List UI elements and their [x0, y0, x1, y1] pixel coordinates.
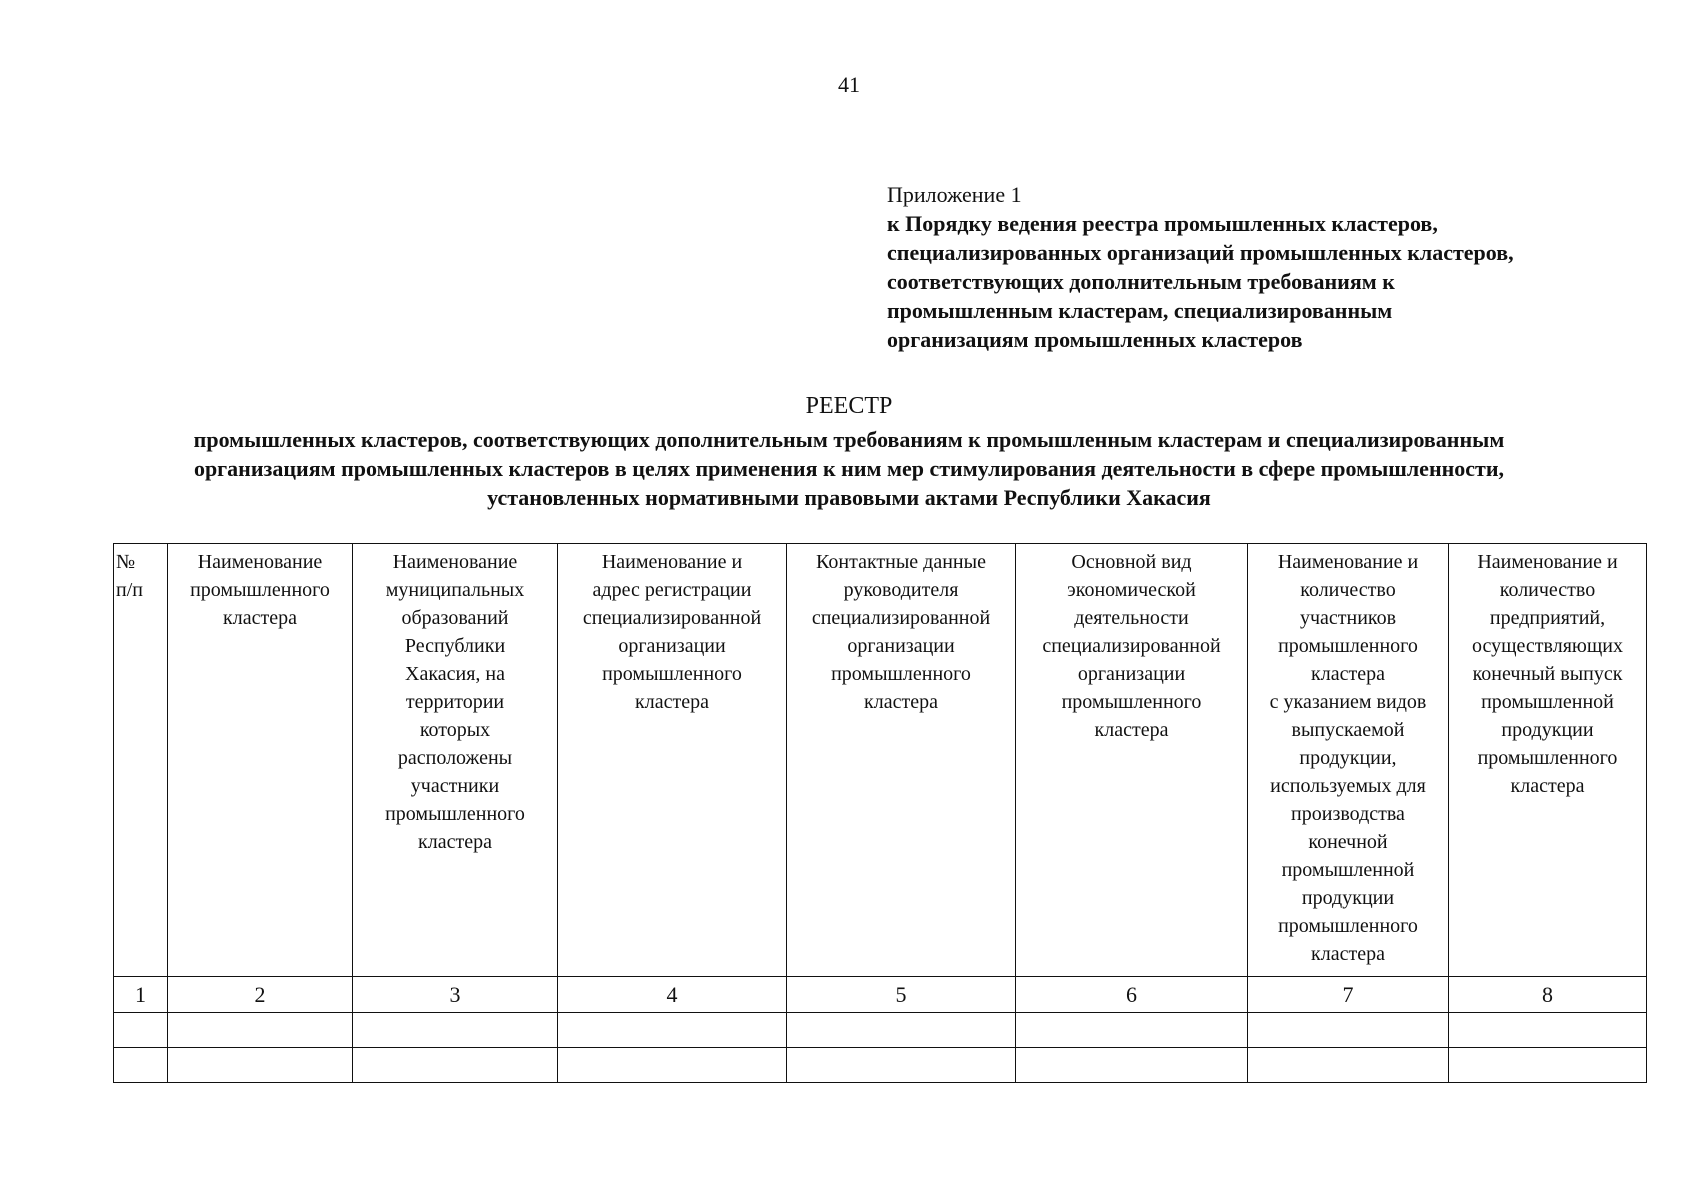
header-line: количество — [1300, 579, 1396, 601]
appendix-line: соответствующих дополнительным требованиям к — [887, 269, 1395, 294]
header-line: продукции — [1501, 719, 1594, 741]
table-cell — [353, 1013, 558, 1048]
header-line: промышленного — [190, 579, 330, 601]
table-row — [114, 1048, 1647, 1083]
header-line: участников — [1299, 607, 1397, 629]
header-line: Наименование — [197, 551, 323, 573]
registry-subtitle — [100, 425, 1598, 512]
header-cell-enterprises — [1449, 544, 1647, 977]
header-line: Хакасия, на — [405, 663, 505, 685]
header-line: выпускаемой — [1291, 719, 1405, 741]
header-line: кластера — [1311, 663, 1385, 685]
registry-table — [113, 543, 1647, 1083]
registry-title: РЕЕСТР — [805, 393, 893, 419]
header-line: кластера — [635, 691, 709, 713]
header-line: продукции, — [1299, 747, 1397, 769]
table-cell — [1449, 1048, 1647, 1083]
header-cell-cluster-name — [168, 544, 353, 977]
header-line: кластера — [1311, 943, 1385, 965]
header-line: расположены — [397, 747, 513, 769]
table-cell — [1016, 1013, 1248, 1048]
header-line: образований — [401, 607, 509, 629]
header-line: специализированной — [811, 607, 991, 629]
header-line: организации — [1077, 663, 1186, 685]
header-line: Республики — [404, 635, 506, 657]
header-line: промышленной — [1481, 691, 1614, 713]
header-line: Наименование и — [1277, 551, 1419, 573]
header-line: специализированной — [582, 607, 762, 629]
table-cell — [787, 1013, 1016, 1048]
header-line: Наименование и — [601, 551, 743, 573]
appendix-line: к Порядку ведения реестра промышленных кластеров, — [887, 211, 1438, 236]
header-line: промышленного — [385, 803, 525, 825]
table-cell — [1016, 1048, 1248, 1083]
header-line: Контактные данные — [816, 551, 986, 573]
column-index-cell: 5 — [787, 977, 1016, 1013]
appendix-heading: Приложение 1 — [887, 182, 1022, 207]
header-cell-municipalities — [353, 544, 558, 977]
header-line: адрес регистрации — [592, 579, 752, 601]
header-line: предприятий, — [1489, 607, 1606, 629]
subtitle-line: организациям промышленных кластеров в целях применения к ним мер стимулирования деятельности в сфере промышленности, — [193, 456, 1505, 481]
header-line: № — [116, 551, 136, 573]
column-index-cell: 7 — [1248, 977, 1449, 1013]
header-line: п/п — [116, 579, 143, 601]
table-cell — [168, 1013, 353, 1048]
subtitle-line: промышленных кластеров, соответствующих дополнительным требованиям к промышленным кластерам и специализированным — [193, 427, 1505, 452]
table-cell — [353, 1048, 558, 1083]
header-cell-contact-data — [787, 544, 1016, 977]
header-line: кластера — [223, 607, 297, 629]
header-line: промышленного — [602, 663, 742, 685]
header-line: специализированной — [1042, 635, 1221, 657]
header-cell-activity-type — [1016, 544, 1248, 977]
header-line: организации — [618, 635, 726, 657]
page-number: 41 — [838, 72, 860, 97]
column-index-row — [114, 977, 1647, 1013]
header-line: которых — [419, 719, 491, 741]
header-line: промышленного — [1061, 691, 1202, 713]
header-line: продукции — [1301, 887, 1395, 909]
table-cell — [114, 1048, 168, 1083]
header-line: производства — [1291, 803, 1405, 825]
header-line: кластера — [1094, 719, 1169, 741]
appendix-line: промышленным кластерам, специализированным — [887, 298, 1393, 323]
header-line: конечный выпуск — [1472, 663, 1623, 685]
header-cell-number — [114, 544, 168, 977]
header-line: промышленного — [831, 663, 971, 685]
header-line: организации — [847, 635, 955, 657]
column-index-cell: 1 — [114, 977, 168, 1013]
header-line: конечной — [1308, 831, 1388, 853]
column-index-cell: 3 — [353, 977, 558, 1013]
header-line: участники — [410, 775, 500, 797]
header-line: территории — [405, 691, 505, 713]
header-line: Наименование и — [1477, 551, 1618, 573]
header-line: кластера — [1510, 775, 1585, 797]
header-line: деятельности — [1074, 607, 1189, 629]
table-cell — [787, 1048, 1016, 1083]
table-cell — [114, 1013, 168, 1048]
header-line: Наименование — [392, 551, 518, 573]
header-line: кластера — [418, 831, 492, 853]
header-line: промышленного — [1278, 915, 1418, 937]
column-index-cell: 8 — [1449, 977, 1647, 1013]
table-cell — [1449, 1013, 1647, 1048]
table-cell — [168, 1048, 353, 1083]
appendix-block — [887, 180, 1647, 354]
appendix-line: организациям промышленных кластеров — [887, 327, 1303, 352]
appendix-line: специализированных организаций промышленных кластеров, — [887, 240, 1514, 265]
header-cell-organization-address — [558, 544, 787, 977]
column-index-cell: 2 — [168, 977, 353, 1013]
table-cell — [1248, 1048, 1449, 1083]
header-line: кластера — [864, 691, 938, 713]
header-line: используемых для — [1270, 775, 1426, 797]
header-line: промышленного — [1477, 747, 1618, 769]
header-cell-participants — [1248, 544, 1449, 977]
header-line: Основной вид — [1071, 551, 1192, 573]
header-line: экономической — [1067, 579, 1196, 601]
table-cell — [558, 1013, 787, 1048]
column-index-cell: 6 — [1016, 977, 1248, 1013]
header-line: руководителя — [843, 579, 959, 601]
header-line: промышленного — [1278, 635, 1418, 657]
header-line: муниципальных — [385, 579, 525, 601]
header-row — [114, 544, 1647, 977]
table-cell — [1248, 1013, 1449, 1048]
table-row — [114, 1013, 1647, 1048]
header-line: промышленной — [1281, 859, 1415, 881]
table-cell — [558, 1048, 787, 1083]
header-line: количество — [1499, 579, 1596, 601]
header-line: осуществляющих — [1472, 635, 1623, 657]
header-line: с указанием видов — [1269, 691, 1427, 713]
subtitle-line: установленных нормативными правовыми актами Республики Хакасия — [487, 485, 1211, 510]
column-index-cell: 4 — [558, 977, 787, 1013]
